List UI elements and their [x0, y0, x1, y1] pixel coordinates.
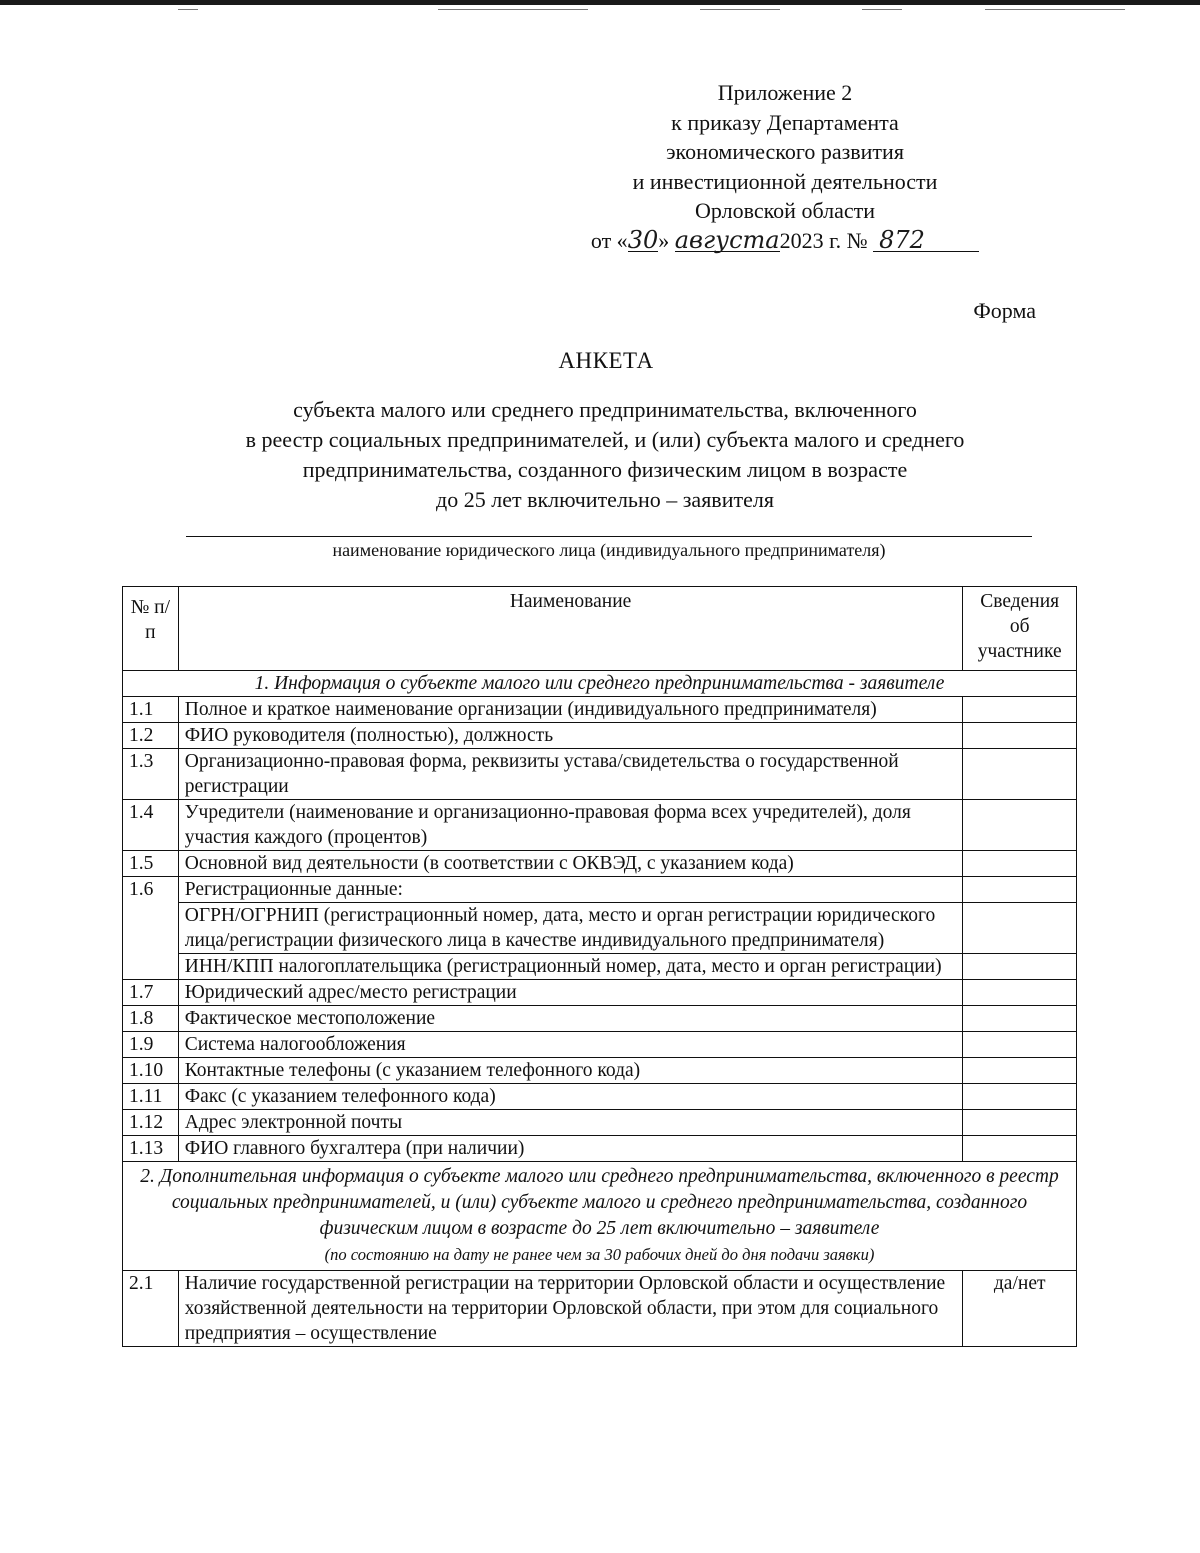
answer-cell[interactable]	[963, 954, 1077, 980]
section2-title: 2. Дополнительная информация о субъекте малого или среднего предпринимательства, включенного в реестр социальных предпринимателей, и (или) субъекте малого и среднего предпринимательства, созданного физическим лицом в возрасте до 25 лет включительно – заявителе	[140, 1166, 1059, 1239]
answer-cell[interactable]	[963, 851, 1077, 877]
row-label: Основной вид деятельности (в соответствии с ОКВЭД, с указанием кода)	[178, 851, 963, 877]
applicant-name-caption: наименование юридического лица (индивидуального предпринимателя)	[332, 540, 886, 560]
answer-cell[interactable]	[963, 1084, 1077, 1110]
form-label: Форма	[973, 298, 1036, 323]
row-label: ФИО главного бухгалтера (при наличии)	[178, 1136, 963, 1162]
answer-cell[interactable]	[963, 903, 1077, 954]
row-label: Факс (с указанием телефонного кода)	[178, 1084, 963, 1110]
document-title: АНКЕТА	[558, 348, 654, 373]
table-row	[123, 1006, 1077, 1032]
row-num: 1.12	[123, 1110, 179, 1136]
handwritten-month: августа	[674, 225, 780, 254]
row-num: 1.6	[123, 877, 179, 980]
row-label: Адрес электронной почты	[178, 1110, 963, 1136]
row-label: Система налогообложения	[178, 1032, 963, 1058]
answer-cell[interactable]	[963, 749, 1077, 800]
row-num: 1.1	[123, 697, 179, 723]
scan-artifact	[862, 9, 902, 10]
answer-cell[interactable]	[963, 697, 1077, 723]
handwritten-order-number: 872	[873, 229, 979, 252]
table-subrow	[123, 903, 1077, 954]
table-row	[123, 1084, 1077, 1110]
row-label: Учредители (наименование и организационно-правовая форма всех учредителей), доля участия каждого (процентов)	[178, 800, 963, 851]
row-label: Регистрационные данные:	[178, 877, 963, 903]
row-label: Наличие государственной регистрации на территории Орловской области и осуществление хозяйственной деятельности на территории Орловской области, при этом для социального предприятия – осуществление	[178, 1271, 963, 1347]
row-num: 1.11	[123, 1084, 179, 1110]
row-label: Контактные телефоны (с указанием телефонного кода)	[178, 1058, 963, 1084]
approval-line: Приложение 2	[717, 80, 853, 105]
applicant-name-field[interactable]	[186, 536, 1032, 537]
questionnaire-table	[122, 586, 1077, 1347]
section2-heading	[123, 1162, 1077, 1271]
table-row	[123, 800, 1077, 851]
subtitle-line: субъекта малого или среднего предпринимательства, включенного	[293, 397, 917, 422]
row-num: 1.13	[123, 1136, 179, 1162]
section2-note: (по состоянию на дату не ранее чем за 30 рабочих дней до дня подачи заявки)	[324, 1245, 875, 1264]
scan-artifact	[438, 9, 588, 10]
row-num: 1.3	[123, 749, 179, 800]
row-num: 1.4	[123, 800, 179, 851]
table-row	[123, 851, 1077, 877]
row-label: Организационно-правовая форма, реквизиты устава/свидетельства о государственной регистрации	[178, 749, 963, 800]
handwritten-day: 30	[627, 225, 659, 254]
row-label: ОГРН/ОГРНИП (регистрационный номер, дата, место и орган регистрации юридического лица/регистрации физического лица в качестве индивидуального предпринимателя)	[178, 903, 963, 954]
table-row	[123, 1110, 1077, 1136]
row-num: 1.5	[123, 851, 179, 877]
date-year: 2023 г.	[779, 227, 842, 253]
table-row	[123, 1271, 1077, 1347]
table-row	[123, 723, 1077, 749]
subtitle-line: в реестр социальных предпринимателей, и (или) субъекта малого и среднего	[245, 427, 965, 452]
answer-cell[interactable]	[963, 1032, 1077, 1058]
header-info: Сведения об участнике	[963, 587, 1077, 671]
scan-artifact	[985, 9, 1125, 10]
header-num: № п/п	[123, 587, 179, 671]
approval-line: Орловской области	[695, 198, 875, 223]
row-label: Полное и краткое наименование организации (индивидуального предпринимателя)	[178, 697, 963, 723]
approval-line: экономического развития	[666, 139, 904, 164]
approval-line: к приказу Департамента	[671, 109, 899, 135]
section-row	[123, 671, 1077, 697]
row-label: Юридический адрес/место регистрации	[178, 980, 963, 1006]
table-row	[123, 697, 1077, 723]
row-label: Фактическое местоположение	[178, 1006, 963, 1032]
answer-cell[interactable]	[963, 1058, 1077, 1084]
answer-cell[interactable]	[963, 1110, 1077, 1136]
row-num: 1.10	[123, 1058, 179, 1084]
row-num: 2.1	[123, 1271, 179, 1347]
table-subrow	[123, 954, 1077, 980]
table-row	[123, 1032, 1077, 1058]
table-row	[123, 877, 1077, 903]
answer-cell[interactable]	[963, 1136, 1077, 1162]
approval-stamp-block	[560, 78, 1010, 255]
section1-heading: 1. Информация о субъекте малого или среднего предпринимательства - заявителе	[123, 671, 1077, 697]
header-name: Наименование	[178, 587, 963, 671]
table-row	[123, 749, 1077, 800]
answer-cell[interactable]	[963, 1006, 1077, 1032]
date-mid: »	[658, 227, 675, 253]
number-label: №	[846, 227, 868, 253]
row-label: ФИО руководителя (полностью), должность	[178, 723, 963, 749]
row-num: 1.7	[123, 980, 179, 1006]
table-row	[123, 1136, 1077, 1162]
scan-artifact	[700, 9, 780, 10]
section-row	[123, 1162, 1077, 1271]
row-num: 1.9	[123, 1032, 179, 1058]
subtitle-line: до 25 лет включительно – заявителя	[436, 487, 774, 512]
answer-cell[interactable]	[963, 723, 1077, 749]
row-label: ИНН/КПП налогоплательщика (регистрационный номер, дата, место и орган регистрации)	[178, 954, 963, 980]
scan-top-edge	[0, 0, 1200, 5]
table-header-row	[123, 587, 1077, 671]
approval-line: и инвестиционной деятельности	[632, 168, 938, 194]
answer-cell[interactable]	[963, 800, 1077, 851]
row-num: 1.8	[123, 1006, 179, 1032]
document-subtitle	[150, 395, 1060, 515]
answer-cell[interactable]	[963, 980, 1077, 1006]
answer-cell[interactable]: да/нет	[963, 1271, 1077, 1347]
scan-artifact	[178, 9, 198, 10]
subtitle-line: предпринимательства, созданного физическим лицом в возрасте	[302, 457, 908, 482]
date-prefix: от «	[590, 227, 628, 253]
row-num: 1.2	[123, 723, 179, 749]
table-row	[123, 1058, 1077, 1084]
table-row	[123, 980, 1077, 1006]
order-date-line	[560, 226, 1010, 256]
answer-cell[interactable]	[963, 877, 1077, 903]
